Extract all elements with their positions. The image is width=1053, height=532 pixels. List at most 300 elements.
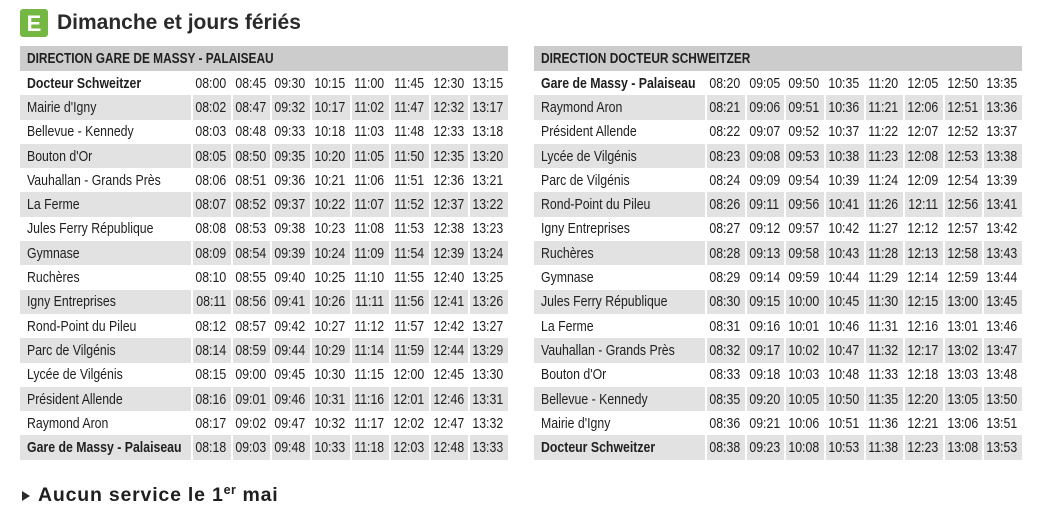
departure-time: 13:05 [947,390,978,408]
departure-time: 11:36 [868,414,899,432]
departure-time-cell [943,241,983,265]
departure-time: 09:21 [749,414,780,432]
departure-time: 09:15 [749,293,780,311]
departure-time-cell [389,363,429,387]
timetable-direction-gare-de-massy-palaiseau [20,46,508,460]
departure-time: 08:59 [235,341,266,359]
departure-time: 08:26 [709,196,741,214]
departure-time-cell [903,265,943,289]
departure-time: 08:11 [195,293,226,311]
departure-time-cell [903,192,943,216]
stop-name-cell [534,120,705,144]
departure-time-cell [389,435,429,459]
departure-time: 08:36 [709,414,741,432]
departure-time: 11:23 [868,147,899,165]
departure-time-cell [468,265,508,289]
departure-time: 12:38 [433,220,464,238]
departure-time: 10:23 [314,220,346,238]
departure-time: 13:31 [472,390,504,408]
departure-time: 12:54 [947,171,978,189]
stop-row [20,241,508,265]
departure-time: 13:33 [472,439,504,457]
departure-time: 11:47 [393,98,424,116]
page-title: Dimanche et jours fériés [57,11,301,34]
departure-time: 09:05 [749,74,780,92]
departure-time: 12:48 [433,439,464,457]
departure-time-cell [745,192,785,216]
stop-row [20,192,508,216]
departure-time: 13:46 [986,317,1018,335]
departure-time: 11:26 [868,196,899,214]
departure-time: 10:05 [788,390,820,408]
departure-time-cell [231,314,271,338]
departure-time-cell [310,241,350,265]
stop-name: Président Allende [27,390,123,408]
departure-time-cell [705,290,745,314]
departure-time-cell [231,192,271,216]
departure-time-cell [705,168,745,192]
notice-end: mai [242,484,279,506]
departure-time: 09:50 [788,74,820,92]
departure-time-cell [191,387,231,411]
stop-row [534,338,1022,362]
departure-time-cell [784,290,824,314]
departure-time: 09:47 [274,414,306,432]
departure-time-cell [389,71,429,95]
departure-time-cell [191,363,231,387]
departure-time-cell [270,265,310,289]
departure-time-cell [270,314,310,338]
departure-time: 08:53 [235,220,266,238]
departure-time: 09:48 [274,439,306,457]
departure-time-cell [745,144,785,168]
departure-time: 08:22 [709,123,741,141]
departure-time-cell [943,290,983,314]
stop-name-cell [534,144,705,168]
departure-time-cell [705,411,745,435]
stop-name: Ruchères [541,244,594,262]
departure-time-cell [903,120,943,144]
departure-time: 09:33 [274,123,306,141]
departure-time: 12:57 [947,220,978,238]
departure-time: 13:45 [986,293,1018,311]
departure-time: 08:10 [195,269,227,287]
stop-row [534,314,1022,338]
departure-time: 09:52 [788,123,820,141]
departure-time-cell [468,387,508,411]
departure-time: 12:15 [907,293,939,311]
stop-row [20,411,508,435]
departure-time-cell [310,144,350,168]
stop-name-cell [20,192,191,216]
departure-time-cell [468,217,508,241]
departure-time-cell [784,314,824,338]
departure-time-cell [784,435,824,459]
departure-time: 12:50 [947,74,978,92]
stop-name: Mairie d'Igny [541,414,611,432]
departure-time-cell [745,387,785,411]
departure-time-cell [270,241,310,265]
stop-name: Lycée de Vilgénis [27,366,123,384]
departure-time-cell [824,290,864,314]
departure-time-cell [429,144,469,168]
timetable-direction-docteur-schweitzer [534,46,1022,460]
departure-time-cell [429,290,469,314]
departure-time: 11:10 [354,269,385,287]
departure-time: 08:20 [709,74,741,92]
departure-time: 11:20 [868,74,899,92]
departure-time: 08:50 [235,147,266,165]
departure-time: 11:11 [354,293,384,311]
departure-time: 12:20 [907,390,939,408]
departure-time: 08:27 [709,220,741,238]
departure-time: 11:28 [868,244,899,262]
departure-time-cell [350,192,390,216]
departure-time: 10:47 [828,341,860,359]
departure-time-cell [784,338,824,362]
departure-time: 08:02 [195,98,227,116]
stop-row [534,168,1022,192]
departure-time-cell [389,192,429,216]
departure-time: 10:06 [788,414,820,432]
departure-time: 11:35 [868,390,899,408]
departure-time: 09:53 [788,147,820,165]
stop-row [534,71,1022,95]
departure-time-cell [389,217,429,241]
departure-time-cell [864,265,904,289]
departure-time: 08:56 [235,293,266,311]
departure-time-cell [468,95,508,119]
departure-time: 10:15 [314,74,346,92]
departure-time-cell [389,144,429,168]
timetable-rows [20,71,508,460]
departure-time: 09:18 [749,366,780,384]
stop-name-cell [534,241,705,265]
departure-time-cell [745,217,785,241]
departure-time: 10:22 [314,196,346,214]
stop-row [20,95,508,119]
departure-time-cell [231,411,271,435]
departure-time: 12:36 [433,171,464,189]
departure-time: 09:13 [749,244,780,262]
stop-row [20,314,508,338]
stop-name-cell [534,95,705,119]
departure-time: 13:27 [472,317,504,335]
departure-time: 13:18 [472,123,504,141]
departure-time-cell [705,435,745,459]
departure-time: 13:23 [472,220,504,238]
departure-time-cell [310,290,350,314]
departure-time-cell [784,192,824,216]
departure-time-cell [350,290,390,314]
departure-time-cell [468,241,508,265]
departure-time-cell [231,71,271,95]
stop-name-cell [20,435,191,459]
departure-time: 08:23 [709,147,741,165]
stop-row [534,192,1022,216]
departure-time: 10:18 [314,123,346,141]
departure-time-cell [982,217,1022,241]
stop-row [534,217,1022,241]
departure-time: 10:43 [828,244,860,262]
departure-time-cell [982,241,1022,265]
departure-time-cell [982,411,1022,435]
departure-time-cell [310,95,350,119]
departure-time-cell [903,435,943,459]
departure-time-cell [705,71,745,95]
stop-name: Bellevue - Kennedy [27,123,134,141]
departure-time: 10:25 [314,269,346,287]
departure-time: 13:02 [947,341,978,359]
departure-time: 10:53 [828,439,860,457]
departure-time: 10:42 [828,220,860,238]
departure-time: 12:59 [947,269,978,287]
departure-time: 12:41 [433,293,464,311]
departure-time: 12:00 [393,366,425,384]
departure-time: 11:07 [354,196,385,214]
departure-time-cell [468,120,508,144]
departure-time-cell [389,95,429,119]
notice-text [38,482,279,508]
direction-label: DIRECTION GARE DE MASSY - PALAISEAU [27,50,274,67]
departure-time: 08:14 [195,341,227,359]
departure-time: 12:40 [433,269,464,287]
departure-time: 11:30 [868,293,899,311]
departure-time: 12:16 [907,317,939,335]
departure-time: 13:50 [986,390,1018,408]
departure-time: 12:37 [433,196,464,214]
departure-time: 11:03 [354,123,385,141]
departure-time-cell [468,435,508,459]
departure-time: 13:15 [472,74,504,92]
stop-name-cell [20,387,191,411]
departure-time: 08:03 [195,123,227,141]
departure-time: 13:41 [986,196,1018,214]
stop-name-cell [534,290,705,314]
departure-time-cell [824,314,864,338]
departure-time-cell [745,265,785,289]
departure-time-cell [350,95,390,119]
departure-time-cell [824,411,864,435]
departure-time: 10:03 [788,366,820,384]
stop-name-cell [534,71,705,95]
departure-time-cell [943,338,983,362]
departure-time: 10:45 [828,293,860,311]
stop-name: Raymond Aron [541,98,623,116]
departure-time: 10:20 [314,147,346,165]
departure-time-cell [231,95,271,119]
departure-time-cell [310,314,350,338]
stop-name-cell [534,265,705,289]
departure-time-cell [191,217,231,241]
departure-time: 12:44 [433,341,464,359]
departure-time-cell [705,241,745,265]
departure-time: 12:21 [907,414,939,432]
departure-time: 13:43 [986,244,1018,262]
stop-name: Gare de Massy - Palaiseau [541,74,696,92]
departure-time-cell [350,363,390,387]
departure-time-cell [903,241,943,265]
stop-name: Ruchères [27,269,80,287]
stop-name: Gymnase [541,269,594,287]
stop-row [20,338,508,362]
departure-time: 12:39 [433,244,464,262]
departure-time: 13:36 [986,98,1018,116]
departure-time-cell [389,387,429,411]
departure-time-cell [429,363,469,387]
departure-time-cell [824,387,864,411]
departure-time: 11:12 [354,317,385,335]
departure-time-cell [824,338,864,362]
stop-name: Raymond Aron [27,414,109,432]
stop-name: Igny Entreprises [541,220,630,238]
departure-time-cell [982,314,1022,338]
departure-time: 11:48 [393,123,424,141]
departure-time: 11:45 [393,74,424,92]
departure-time: 13:38 [986,147,1018,165]
departure-time-cell [191,192,231,216]
departure-time: 12:11 [907,196,938,214]
departure-time: 12:23 [907,439,939,457]
departure-time-cell [824,95,864,119]
departure-time: 09:51 [788,98,820,116]
departure-time-cell [903,363,943,387]
stop-row [20,71,508,95]
departure-time-cell [864,95,904,119]
departure-time: 11:32 [868,341,899,359]
departure-time: 13:20 [472,147,504,165]
departure-time: 09:02 [235,414,266,432]
departure-time: 09:35 [274,147,306,165]
departure-time: 09:58 [788,244,820,262]
stop-name-cell [534,314,705,338]
departure-time: 08:55 [235,269,266,287]
departure-time-cell [864,363,904,387]
departure-time-cell [389,314,429,338]
departure-time-cell [270,411,310,435]
departure-time: 12:07 [907,123,939,141]
departure-time: 12:13 [907,244,939,262]
timetable-grid [534,46,1022,460]
stop-row [20,120,508,144]
departure-time: 13:39 [986,171,1018,189]
departure-time: 13:42 [986,220,1018,238]
departure-time-cell [943,265,983,289]
departure-time-cell [429,435,469,459]
departure-time-cell [943,120,983,144]
departure-time-cell [982,168,1022,192]
stop-row [20,217,508,241]
departure-time-cell [864,290,904,314]
departure-time-cell [903,290,943,314]
departure-time: 11:59 [393,341,424,359]
departure-time-cell [350,241,390,265]
departure-time-cell [191,435,231,459]
departure-time: 08:07 [195,196,227,214]
departure-time-cell [824,217,864,241]
departure-time-cell [350,338,390,362]
timetable-rows [534,71,1022,460]
departure-time-cell [270,144,310,168]
departure-time: 12:09 [907,171,939,189]
departure-time: 08:33 [709,366,741,384]
departure-time: 11:08 [354,220,385,238]
departure-time-cell [705,363,745,387]
stop-name: Docteur Schweitzer [27,74,142,92]
departure-time-cell [191,411,231,435]
departure-time-cell [350,144,390,168]
departure-time-cell [982,290,1022,314]
departure-time-cell [943,387,983,411]
departure-time: 08:31 [709,317,741,335]
departure-time-cell [784,217,824,241]
departure-time-cell [231,241,271,265]
departure-time: 08:16 [195,390,227,408]
departure-time: 12:06 [907,98,939,116]
departure-time: 10:21 [314,171,346,189]
departure-time: 09:03 [235,439,266,457]
departure-time-cell [429,192,469,216]
departure-time-cell [745,71,785,95]
stop-name-cell [534,387,705,411]
departure-time: 09:38 [274,220,306,238]
departure-time: 13:48 [986,366,1018,384]
departure-time: 10:32 [314,414,346,432]
departure-time-cell [350,71,390,95]
departure-time: 13:03 [947,366,978,384]
departure-time: 08:35 [709,390,741,408]
departure-time-cell [468,411,508,435]
stop-row [20,290,508,314]
departure-time: 11:05 [354,147,385,165]
departure-time-cell [864,241,904,265]
departure-time: 11:14 [354,341,385,359]
departure-time: 11:21 [868,98,899,116]
departure-time-cell [864,435,904,459]
departure-time: 10:38 [828,147,860,165]
departure-time: 08:06 [195,171,227,189]
departure-time: 08:21 [709,98,741,116]
stop-name-cell [534,217,705,241]
stop-name: Lycée de Vilgénis [541,147,637,165]
departure-time-cell [982,338,1022,362]
departure-time: 13:47 [986,341,1018,359]
departure-time: 11:57 [393,317,424,335]
departure-time-cell [943,95,983,119]
departure-time-cell [350,387,390,411]
departure-time-cell [745,95,785,119]
stop-name: Président Allende [541,123,637,141]
departure-time: 10:17 [314,98,346,116]
departure-time-cell [270,290,310,314]
stop-name: Jules Ferry République [541,293,668,311]
direction-label: DIRECTION DOCTEUR SCHWEITZER [541,50,751,67]
stop-name: Igny Entreprises [27,293,116,311]
departure-time-cell [429,314,469,338]
departure-time-cell [864,217,904,241]
departure-time: 13:37 [986,123,1018,141]
departure-time-cell [745,338,785,362]
departure-time: 09:42 [274,317,306,335]
departure-time-cell [903,338,943,362]
departure-time-cell [468,192,508,216]
departure-time-cell [429,265,469,289]
departure-time-cell [468,71,508,95]
departure-time-cell [824,192,864,216]
departure-time-cell [864,71,904,95]
stop-row [20,387,508,411]
departure-time: 09:41 [274,293,306,311]
